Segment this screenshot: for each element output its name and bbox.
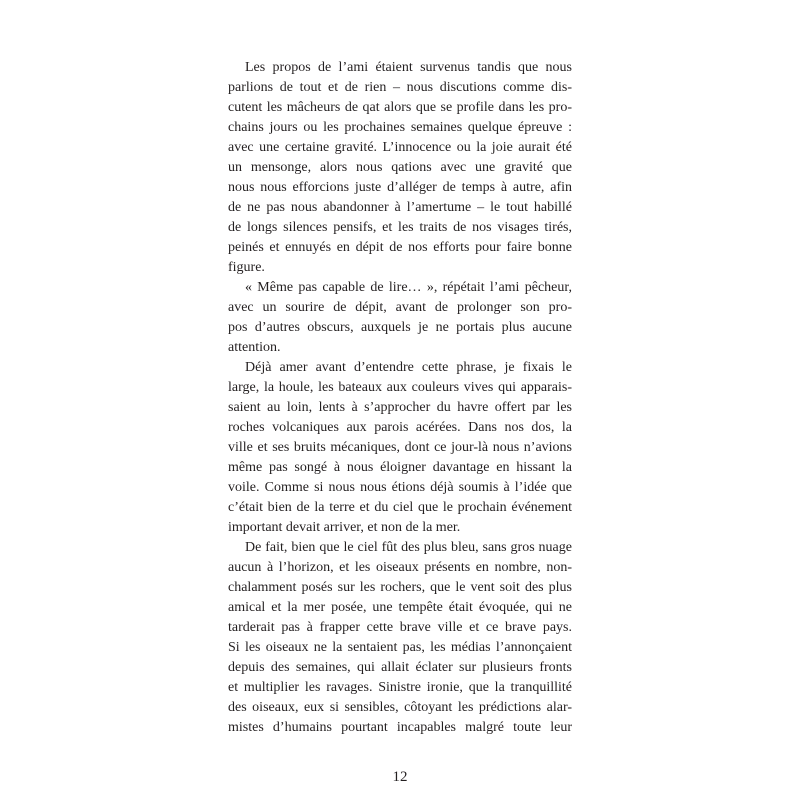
text-line: pos d’autres obscurs, auxquels je ne portais plus aucune: [228, 320, 572, 335]
text-line: de longs silences pensifs, et les traits de nos visages tirés,: [228, 220, 572, 235]
text-line: et multiplier les ravages. Sinistre ironie, que la tranquillité: [228, 680, 572, 695]
text-line: peinés et ennuyés en dépit de nos efforts pour faire bonne: [228, 240, 572, 255]
text-line: roches volcaniques aux parois acérées. Dans nos dos, la: [228, 420, 572, 435]
text-line: c’était bien de la terre et du ciel que le prochain événement: [228, 500, 572, 515]
body-text: [228, 58, 572, 738]
text-line: « Même pas capable de lire… », répétait l’ami pêcheur,: [245, 280, 572, 295]
text-line: avec un sourire de dépit, avant de prolonger son pro-: [228, 300, 572, 315]
text-line: Déjà amer avant d’entendre cette phrase, je fixais le: [245, 360, 572, 375]
text-line: des oiseaux, eux si sensibles, côtoyant les prédictions alar-: [228, 700, 572, 715]
text-line: mistes d’humains pourtant incapables malgré toute leur: [228, 720, 572, 735]
paragraph-3: [228, 358, 572, 538]
text-line: chains jours ou les prochaines semaines quelque épreuve :: [228, 120, 572, 135]
text-line: amical et la mer posée, une tempête était évoquée, qui ne: [228, 600, 572, 615]
paragraph-2: [228, 278, 572, 358]
paragraph-1: [228, 58, 572, 278]
text-line: De fait, bien que le ciel fût des plus bleu, sans gros nuage: [245, 540, 572, 555]
text-line: voile. Comme si nous nous étions déjà soumis à l’idée que: [228, 480, 572, 495]
text-line: parlions de tout et de rien – nous discutions comme dis-: [228, 80, 572, 95]
page-number: 12: [392, 769, 408, 785]
text-line: attention.: [228, 340, 281, 355]
text-line: aucun à l’horizon, et les oiseaux présents en nombre, non-: [228, 560, 572, 575]
text-line: ville et ses bruits mécaniques, dont ce jour-là nous n’avions: [228, 440, 572, 455]
text-line: saient au loin, lents à s’approcher du havre offert par les: [228, 400, 572, 415]
text-line: Si les oiseaux ne la sentaient pas, les médias l’annonçaient: [228, 640, 572, 655]
text-line: un mensonge, alors nous qations avec une gravité que: [228, 160, 572, 175]
text-line: de ne pas nous abandonner à l’amertume – le tout habillé: [228, 200, 572, 215]
text-line: large, la houle, les bateaux aux couleurs vives qui apparais-: [228, 380, 572, 395]
text-line: avec une certaine gravité. L’innocence ou la joie aurait été: [228, 140, 572, 155]
text-line: tarderait pas à frapper cette brave ville et ce brave pays.: [228, 620, 572, 635]
text-line: figure.: [228, 260, 265, 275]
text-line: cutent les mâcheurs de qat alors que se profile dans les pro-: [228, 100, 572, 115]
text-line: nous nous efforcions juste d’alléger de temps à autre, afin: [228, 180, 572, 195]
paragraph-4: [228, 538, 572, 738]
text-line: important devait arriver, et non de la mer.: [228, 520, 461, 535]
text-line: chalamment posés sur les rochers, que le vent soit des plus: [228, 580, 572, 595]
text-line: depuis des semaines, qui allait éclater sur plusieurs fronts: [228, 660, 572, 675]
text-line: même pas songé à nous éloigner davantage en hissant la: [228, 460, 572, 475]
text-line: Les propos de l’ami étaient survenus tandis que nous: [245, 60, 572, 75]
